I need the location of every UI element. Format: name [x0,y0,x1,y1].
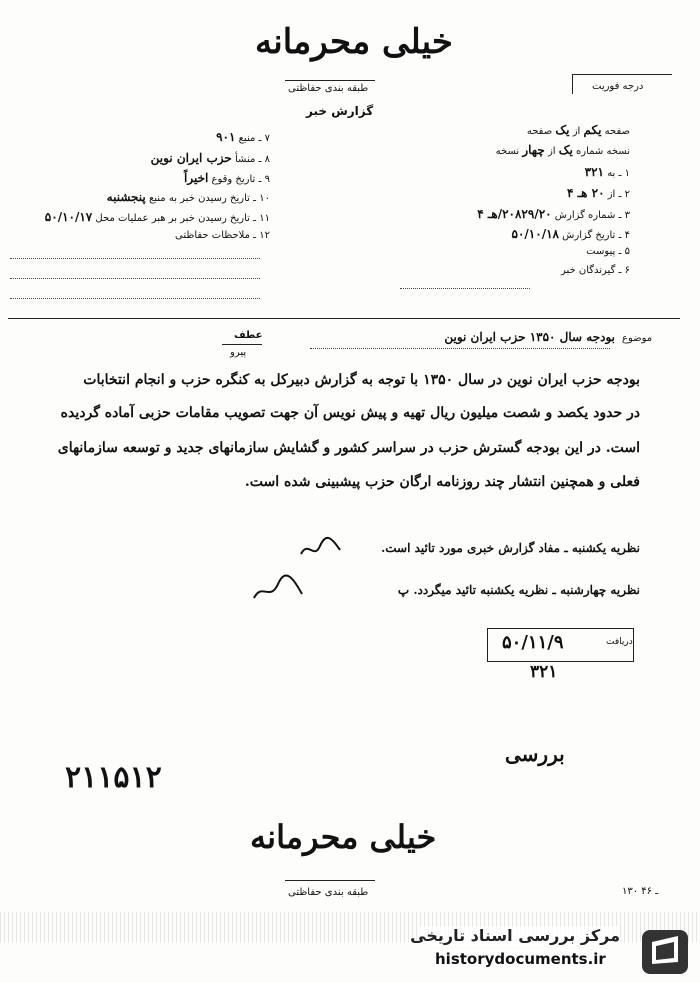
body-line: است. در این بودجه گسترش حزب در سراسر کشور و گشایش سازمانهای جدید و توسعه سازمانهای [57,440,640,456]
watermark-center-name: مرکز بررسی اسناد تاریخی [410,926,620,945]
field-occurrence-date: ۹ ـ تاریخ وقوع اخیراً [184,171,270,185]
opinion-sunday: نظریه یکشنبه ـ مفاد گزارش خبری مورد تائید است. [381,541,640,555]
field-from: ۲ ـ از ۲۰ هـ ۴ [566,186,630,200]
classification-title: خیلی محرمانه [255,22,453,62]
opinion-wednesday: نظریه چهارشنبه ـ نظریه یکشنبه تائید میگردد. پ [397,583,640,597]
field-page: صفحه یکم از یک صفحه [526,123,630,137]
field-source: ۷ ـ منبع ۹۰۱ [216,130,270,144]
watermark [410,924,700,980]
signature-2 [248,572,308,608]
body-line: فعلی و همچنین انتشار چند روزنامه ارگان حزب پیشبینی شده است. [244,474,640,490]
handwritten-number: ۲۱۱۵۱۲ [65,760,162,795]
report-title: گزارش خبر [306,104,374,118]
footer-classification-subtitle: طبقه بندی حفاظتی [288,887,369,898]
section-divider [8,318,680,319]
receipt-stamp: ۵۰/۱۱/۹ دریافت [487,628,634,662]
field-attachment: ۵ ـ پیوست [586,246,630,257]
field-report-date: ۴ ـ تاریخ گزارش ۵۰/۱۰/۱۸ [511,227,630,241]
followup-label: پیرو [230,347,247,358]
field-received-by-source: ۱۰ ـ تاریخ رسیدن خبر به منبع پنجشنبه [106,190,270,204]
field-security-notes: ۱۲ ـ ملاحظات حفاظتی [175,230,270,241]
form-code: ۱۳۰ ـ ۴۶ [622,886,659,897]
subject-label: موضوع [622,333,653,344]
archive-logo-icon [638,924,694,978]
stamp-number: ۳۲۱ [530,662,558,682]
reference-label: عطف [234,330,263,341]
body-line: بودجه حزب ایران نوین در سال ۱۳۵۰ با توجه به گزارش دبیرکل به کنگره حزب و انجام انتخابات [83,372,640,388]
field-origin: ۸ ـ منشأ حزب ایران نوین [150,151,270,165]
subject-text: بودجه سال ۱۳۵۰ حزب ایران نوین [444,330,615,344]
field-report-number: ۳ ـ شماره گزارش ۲۰۸۲۹/۲۰/هـ ۴ [477,207,630,221]
field-copy-number: نسخه شماره یک از چهار نسخه [495,143,630,157]
priority-label: درجه فوریت [592,81,644,92]
field-received-by-officer: ۱۱ ـ تاریخ رسیدن خبر بر هبر عملیات محل ۵۰/۱۰/۱۷ [44,210,270,224]
classification-subtitle: طبقه بندی حفاظتی [288,83,369,94]
field-to: ۱ ـ به ۳۲۱ [584,165,630,179]
watermark-site: historydocuments.ir [435,950,606,968]
footer-classification: خیلی محرمانه [250,818,437,856]
field-recipients: ۶ ـ گیرندگان خبر [560,265,630,276]
handwritten-note: بررسی [505,742,565,766]
signature-1 [296,532,346,562]
body-line: در حدود یکصد و شصت میلیون ریال تهیه و پیش نویس آن جهت تصویب مقامات حزبی آماده گردیده [60,405,640,421]
